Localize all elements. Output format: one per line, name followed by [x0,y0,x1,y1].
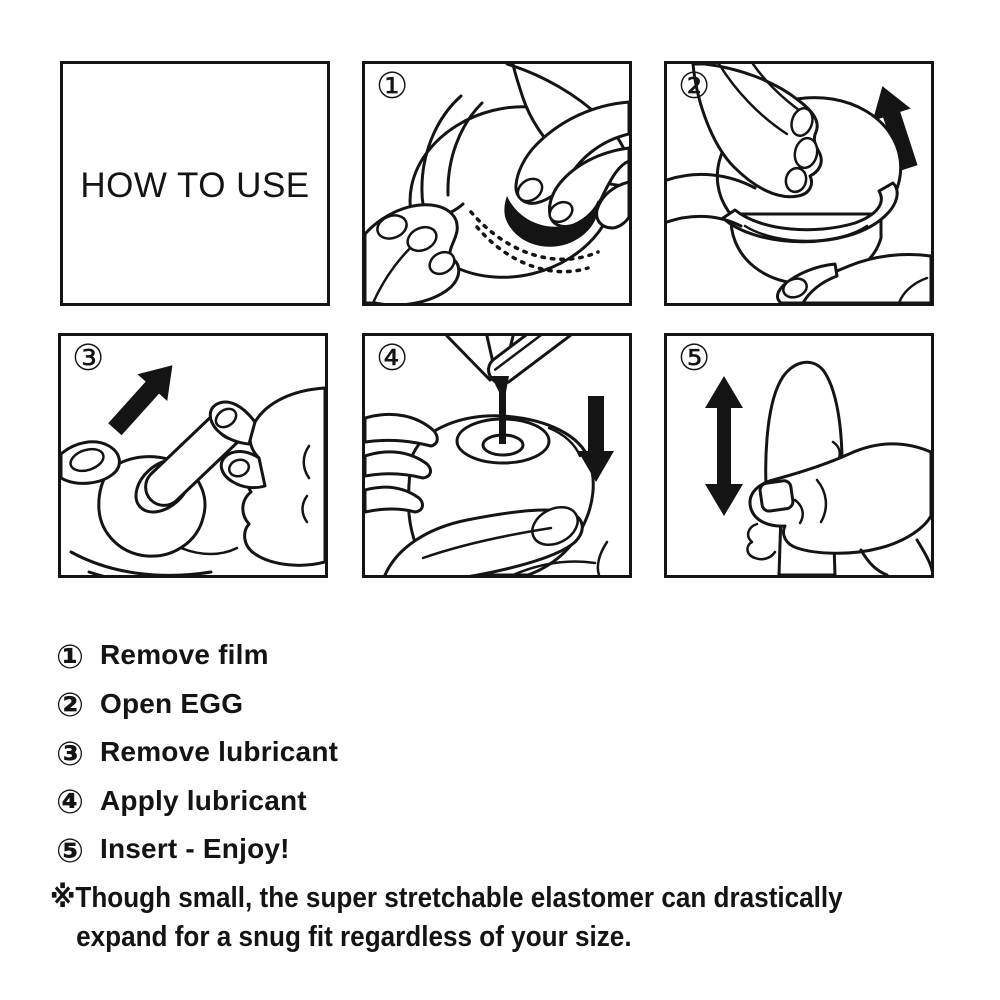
footnote-line-2 [50,918,1000,957]
steps-list [56,632,338,875]
step-item-5 [56,826,338,875]
panel-5-number: ⑤ [678,338,711,379]
panel-step-3 [58,333,328,578]
panel-2-number: ② [678,66,711,107]
step-4-circled-number: ④ [56,782,84,822]
step-item-1 [56,632,338,681]
step-item-4 [56,778,338,827]
step-item-3 [56,729,338,778]
step-4-label: Apply lubricant [100,784,307,816]
footnote-line-1 [50,878,1000,918]
footnote-text-2: expand for a snug fit regardless of your size. [76,921,632,953]
step-5-circled-number: ⑤ [56,830,84,870]
arrow-up-right-icon [100,352,187,443]
panel-step-4 [362,333,632,578]
step-2-circled-number: ② [56,685,84,725]
panel-step-1 [362,61,632,306]
footnote [50,878,1000,957]
step-item-2 [56,681,338,730]
panel-1-number: ① [376,66,409,107]
reference-mark: ※ [50,880,76,914]
how-to-use-title: HOW TO USE [80,165,310,205]
panel-3-number: ③ [72,338,105,379]
panel-step-2 [664,61,934,306]
step-1-label: Remove film [100,639,269,671]
footnote-text-1: Though small, the super stretchable elastomer can drastically [75,882,843,914]
step-3-circled-number: ③ [56,733,84,773]
step-2-label: Open EGG [100,687,244,719]
panel-step-5 [664,333,934,578]
panel-title [60,61,330,306]
step-5-label: Insert - Enjoy! [100,833,290,865]
step-3-label: Remove lubricant [100,736,339,768]
arrow-up-down-icon [705,376,743,516]
step-1-circled-number: ① [56,636,84,676]
panel-4-number: ④ [376,338,409,379]
